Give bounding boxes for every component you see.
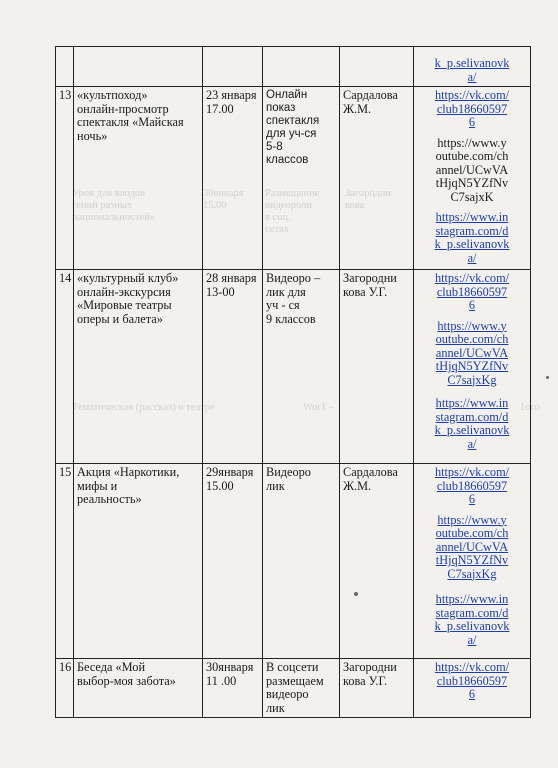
event-line: мифы и (77, 478, 118, 493)
scan-speck (546, 376, 549, 379)
row-number (56, 47, 74, 87)
responsible-line: Сардалова (343, 465, 398, 479)
event-line: Акция «Наркотики, (77, 465, 180, 479)
link-line: stagram.com/d (435, 605, 509, 620)
responsible-line: Сардалова (343, 88, 398, 102)
vk-link[interactable] (415, 466, 529, 507)
date-cell (203, 464, 263, 659)
responsible-line: кова У.Г. (343, 284, 388, 299)
link-line: 6 (468, 687, 476, 701)
link-line: club18660597 (436, 673, 508, 688)
event-line: спектакля «Майская (77, 115, 184, 129)
responsible-line: Ж.М. (343, 101, 372, 116)
link-line: k_p.selivanovk (434, 423, 510, 437)
form-line: лик (266, 478, 285, 493)
links-cell (414, 659, 531, 718)
link-line: https://vk.com/ (434, 271, 510, 285)
date-cell (203, 47, 263, 87)
date-cell (203, 87, 263, 270)
link-line: 6 (468, 298, 476, 312)
instagram-link[interactable] (415, 593, 529, 647)
link-line: outube.com/ch (435, 526, 509, 540)
link-line: k_p.selivanovk (434, 56, 510, 70)
form-cell (263, 87, 340, 270)
vk-link[interactable] (415, 89, 529, 130)
link-line: C7sajxK (450, 189, 494, 204)
link-line: outube.com/ch (435, 149, 509, 163)
date-cell (203, 659, 263, 718)
time-line: 15.00 (206, 478, 234, 493)
link-line: k_p.selivanovk (434, 619, 510, 633)
bleed-line: в соц. (265, 212, 291, 223)
link-line: C7sajxKg (447, 566, 497, 581)
responsible-cell (340, 659, 414, 718)
date-line: 30января (206, 660, 254, 674)
responsible-line: Ж.М. (343, 478, 372, 493)
date-line: 23 января (206, 88, 257, 102)
row-number: 13 (56, 87, 74, 270)
link-line: https://www.y (437, 318, 507, 333)
form-line: для уч-ся (266, 128, 317, 140)
link-line: https://vk.com/ (434, 465, 510, 479)
links-cell (414, 87, 531, 270)
form-line: размещаем (266, 673, 324, 688)
form-line: видеоро (266, 687, 309, 701)
form-line: спектакля (266, 115, 320, 127)
form-line: Онлайн (266, 89, 308, 101)
form-line: лик для (266, 284, 306, 299)
link-line: https://vk.com/ (434, 88, 510, 102)
form-cell (263, 464, 340, 659)
date-cell (203, 270, 263, 464)
form-cell (263, 659, 340, 718)
youtube-link[interactable] (415, 137, 529, 205)
form-line: лик (266, 700, 285, 715)
bleed-line: Урок для вводов (72, 188, 146, 199)
instagram-link[interactable] (415, 211, 529, 265)
events-table (55, 46, 531, 718)
link-line: a/ (467, 250, 477, 265)
bleed-through-text: 1ого (520, 402, 540, 413)
time-line: 17.00 (206, 101, 234, 116)
link-line: a/ (467, 69, 477, 84)
bleed-line: Размещение (265, 188, 320, 199)
date-line: 29января (206, 465, 254, 479)
link-line: a/ (467, 436, 477, 451)
event-line: онлайн-просмотр (77, 101, 169, 116)
event-line: оперы и балета» (77, 311, 163, 326)
form-line: Видеоро – (266, 271, 321, 285)
row-number: 14 (56, 270, 74, 464)
link-line: https://www.in (435, 210, 509, 224)
time-line: 11 .00 (206, 673, 237, 688)
event-line: Беседа «Мой (77, 660, 146, 674)
link-line: annel/UCwVA (435, 539, 509, 554)
link-line: 6 (468, 492, 476, 506)
form-line: показ (266, 102, 296, 114)
table-row (56, 87, 531, 270)
link-line: tHjqN5YZfNv (435, 176, 509, 190)
links-cell (414, 464, 531, 659)
link-line: stagram.com/d (435, 223, 509, 238)
bleed-through-text: Wor1 – (303, 402, 334, 413)
responsible-cell (340, 270, 414, 464)
link-line: tHjqN5YZfNv (435, 359, 509, 373)
link-line: https://www.in (435, 396, 509, 410)
form-line: 5-8 (266, 141, 283, 153)
bleed-line: национальностей» (72, 212, 156, 223)
responsible-cell (340, 47, 414, 87)
link-line: outube.com/ch (435, 332, 509, 346)
event-cell (74, 659, 203, 718)
date-line: 28 января (206, 271, 257, 285)
bleed-line: 15.00 (203, 200, 227, 211)
scan-speck (354, 592, 358, 596)
link-line: club18660597 (436, 101, 508, 116)
table-row (56, 659, 531, 718)
event-cell (74, 270, 203, 464)
youtube-link[interactable] (415, 320, 529, 388)
instagram-link[interactable] (415, 397, 529, 451)
link-line: annel/UCwVA (435, 345, 509, 360)
link-line: club18660597 (436, 284, 508, 299)
event-line: ночь» (77, 128, 108, 143)
link-line: a/ (467, 632, 477, 647)
links-cell (414, 270, 531, 464)
event-line: «культурный клуб» (77, 271, 179, 285)
bleed-line: Загородни (345, 188, 391, 199)
vk-link[interactable] (415, 272, 529, 313)
form-line: Видеоро (266, 465, 311, 479)
link-line: https://www.y (437, 512, 507, 527)
link-line: https://vk.com/ (434, 660, 510, 674)
row-number: 16 (56, 659, 74, 718)
time-line: 13-00 (206, 284, 235, 299)
table-row (56, 270, 531, 464)
event-line: онлайн-экскурсия (77, 284, 171, 299)
bleed-line: 30января (203, 188, 244, 199)
row-number: 15 (56, 464, 74, 659)
link-line: stagram.com/d (435, 409, 509, 424)
form-line: В соцсети (266, 660, 319, 674)
event-line: «Мировые театры (77, 298, 172, 312)
form-line: уч - ся (266, 298, 300, 312)
responsible-cell (340, 464, 414, 659)
responsible-cell (340, 87, 414, 270)
responsible-line: кова У.Г. (343, 673, 388, 688)
table-row (56, 47, 531, 87)
bleed-line: видеороли (265, 200, 313, 211)
link-line: annel/UCwVA (435, 162, 509, 177)
event-line: «культпоход» (77, 88, 148, 102)
form-line: классов (266, 154, 309, 166)
bleed-line: гений разных (72, 200, 133, 211)
form-cell (263, 47, 340, 87)
event-cell (74, 47, 203, 87)
event-line: реальность» (77, 492, 142, 506)
vk-link[interactable] (415, 661, 529, 702)
event-cell (74, 464, 203, 659)
event-line: выбор-моя забота» (77, 673, 176, 688)
form-line: 9 классов (266, 311, 316, 326)
youtube-link[interactable] (415, 514, 529, 582)
responsible-line: Загородни (343, 271, 397, 285)
link-line: https://www.in (435, 592, 509, 606)
table-row (56, 464, 531, 659)
link-line: C7sajxKg (447, 372, 497, 387)
links-cell (414, 47, 531, 87)
form-cell (263, 270, 340, 464)
bleed-through-text: Тематическая (рассказ) о театре (72, 402, 215, 413)
event-cell (74, 87, 203, 270)
instagram-link[interactable] (415, 57, 529, 84)
link-line: k_p.selivanovk (434, 237, 510, 251)
responsible-line: Загородни (343, 660, 397, 674)
link-line: 6 (468, 115, 476, 129)
bleed-line: сетях (265, 224, 289, 235)
link-line: tHjqN5YZfNv (435, 553, 509, 567)
link-line: https://www.y (437, 135, 507, 150)
bleed-line: кова (345, 200, 365, 211)
link-line: club18660597 (436, 478, 508, 493)
